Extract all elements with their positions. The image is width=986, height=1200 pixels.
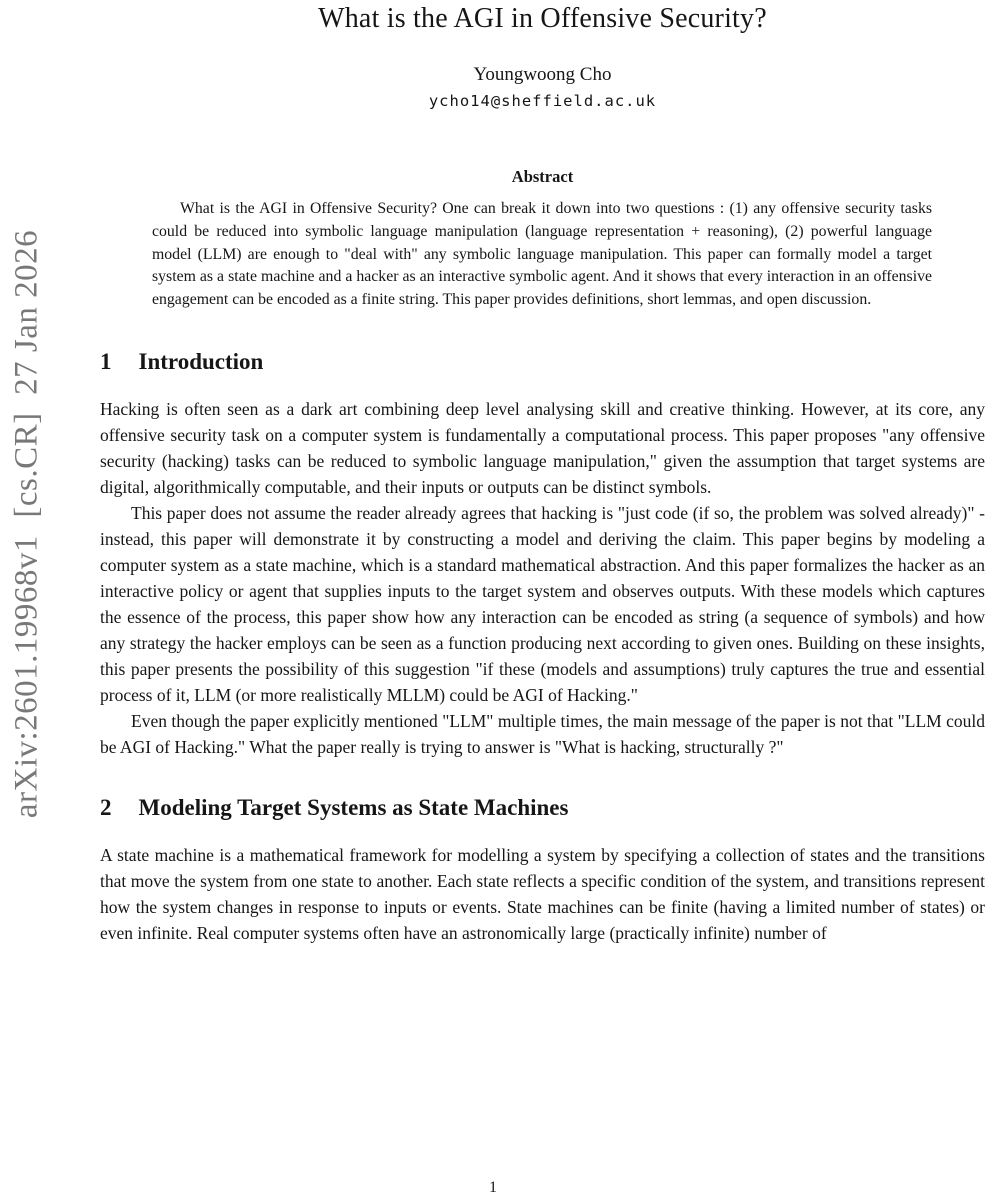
paragraph: Hacking is often seen as a dark art combining deep level analysing skill and creative thinking. However, at its core, any offensive security task on a computer system is fundamentally a computational process. This paper proposes "any offensive security (hacking) tasks can be reduced to symbolic language manipulation," given the assumption that target systems are digital, algorithmically computable, and their inputs or outputs can be distinct symbols. bbox=[100, 398, 985, 497]
paper-title: What is the AGI in Offensive Security? bbox=[318, 3, 767, 34]
abstract-heading: Abstract bbox=[511, 167, 574, 186]
section-title: Modeling Target Systems as State Machines bbox=[138, 794, 569, 820]
abstract-text: What is the AGI in Offensive Security? One can break it down into two questions : (1) any offensive security tasks could be reduced into symbolic language manipulation (language representation + reasoning), (2) powerful language model (LLM) are enough to "deal with" any symbolic language manipulation. This paper can formally model a target system as a state machine and a hacker as an interactive symbolic agent. And it shows that every interaction in an offensive engagement can be encoded as a finite string. This paper provides definitions, short lemmas, and open discussion. bbox=[152, 200, 932, 309]
paragraph: Even though the paper explicitly mentioned "LLM" multiple times, the main message of the paper is not that "LLM could be AGI of Hacking." What the paper really is trying to answer is "What is hacking, structurally ?" bbox=[100, 710, 985, 757]
author-email: ycho14@sheffield.ac.uk bbox=[428, 92, 657, 110]
section-number: 2 bbox=[100, 794, 112, 820]
paper-content bbox=[100, 0, 985, 946]
page-number: 1 bbox=[489, 1179, 497, 1196]
section-heading-modeling bbox=[100, 794, 985, 822]
arxiv-watermark: arXiv:2601.19968v1 [cs.CR] 27 Jan 2026 bbox=[8, 229, 45, 819]
paragraph: A state machine is a mathematical framework for modelling a system by specifying a collection of states and the transitions that move the system from one state to another. Each state reflects a specific condition of the system, and transitions represent how the system changes in response to inputs or events. State machines can be finite (having a limited number of states) or even infinite. Real computer systems often have an astronomically large (practically infinite) number of bbox=[100, 844, 985, 943]
section-heading-introduction bbox=[100, 348, 985, 376]
section-title: Introduction bbox=[138, 348, 264, 374]
paragraph: This paper does not assume the reader already agrees that hacking is "just code (if so, the problem was solved already)" - instead, this paper will demonstrate it by constructing a model and deriving the claim. This paper begins by modeling a computer system as a state machine, which is a standard mathematical abstraction. And this paper formalizes the hacker as an interactive policy or agent that supplies inputs to the target system and observes outputs. With these models which captures the essence of the process, this paper show how any interaction can be encoded as string (a sequence of symbols) and how any strategy the hacker employs can be seen as a function producing next according to given ones. Building on these insights, this paper presents the possibility of this suggestion "if these (models and assumptions) truly captures the true and essential process of it, LLM (or more realistically MLLM) could be AGI of Hacking." bbox=[100, 502, 985, 705]
author-name: Youngwoong Cho bbox=[473, 64, 612, 85]
section-number: 1 bbox=[100, 348, 112, 374]
